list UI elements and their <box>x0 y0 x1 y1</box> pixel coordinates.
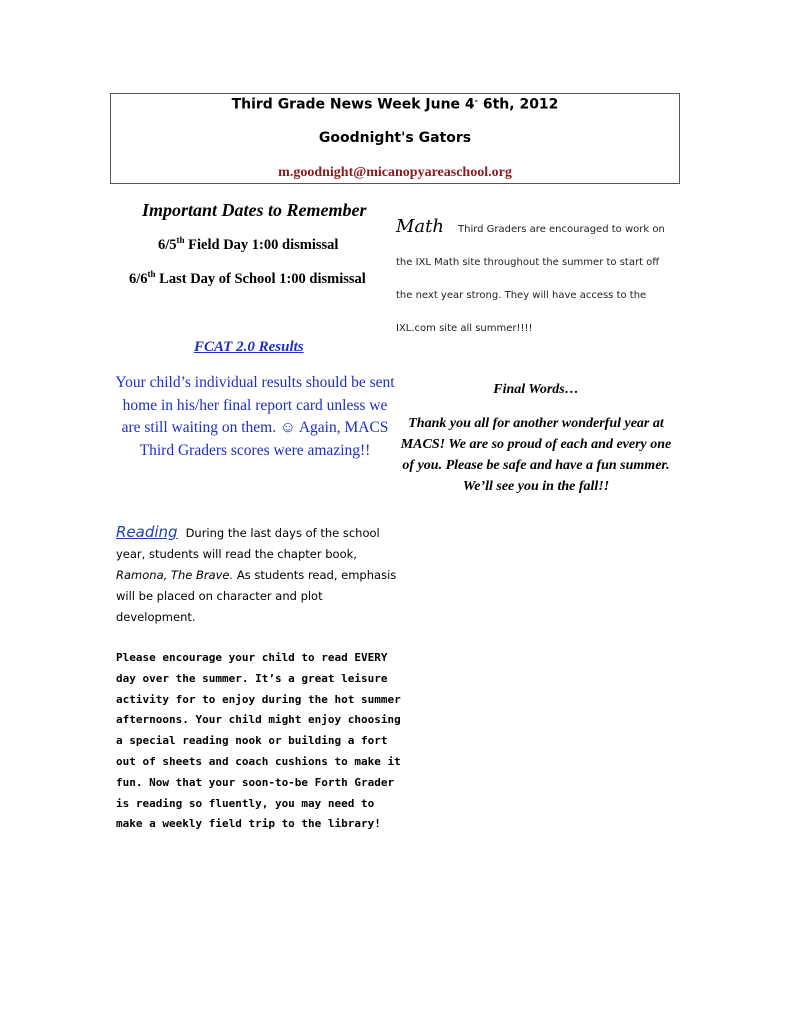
teacher-email: m.goodnight@micanopyareaschool.org <box>278 165 512 180</box>
book-title: Ramona, The Brave. <box>116 568 234 582</box>
newsletter-header <box>110 93 680 184</box>
reading-heading: Reading <box>116 523 178 541</box>
reading-intro-cont: As students read, emphasis will be placed on character and plot development. <box>116 568 397 624</box>
important-dates-heading: Important Dates to Remember <box>142 200 367 220</box>
class-name: Goodnight's Gators <box>318 130 472 146</box>
date-item-field-day: 6/5th Field Day 1:00 dismissal <box>158 235 339 253</box>
math-heading: Math <box>396 216 444 237</box>
reading-intro: During the last days of the school year, students will read the chapter book, <box>116 526 380 561</box>
math-body: Third Graders are encouraged to work on the IXL Math site throughout the summer to start off the next year strong. They will have access to the IXL.com site all summer!!!! <box>396 224 665 334</box>
reading-section <box>116 522 398 628</box>
date-item-last-day: 6/6th Last Day of School 1:00 dismissal <box>129 269 366 287</box>
fcat-body: Your child’s individual results should be sent home in his/her final report card unless we are still waiting on them. ☺ Again, MACS Third Graders scores were amazing!! <box>115 374 395 459</box>
math-section <box>396 210 676 345</box>
newsletter-title: Third Grade News Week June 4- 6th, 2012 <box>231 96 559 113</box>
reading-encouragement: Please encourage your child to read EVERY day over the summer. It’s a great leisure activity for to enjoy during the hot summer afternoons. Your child might enjoy choosing a special reading nook or building a fort out of sheets and coach cushions to make it fun. Now that your soon-to-be Forth Grader is reading so fluently, you may need to make a weekly field trip to the library! <box>116 651 401 831</box>
final-words-heading: Final Words… <box>493 382 579 397</box>
final-words-body: Thank you all for another wonderful year at MACS! We are so proud of each and every one of you. Please be safe and have a fun summer. We’ll see you in the fall!! <box>400 416 672 494</box>
fcat-heading: FCAT 2.0 Results <box>194 339 304 355</box>
